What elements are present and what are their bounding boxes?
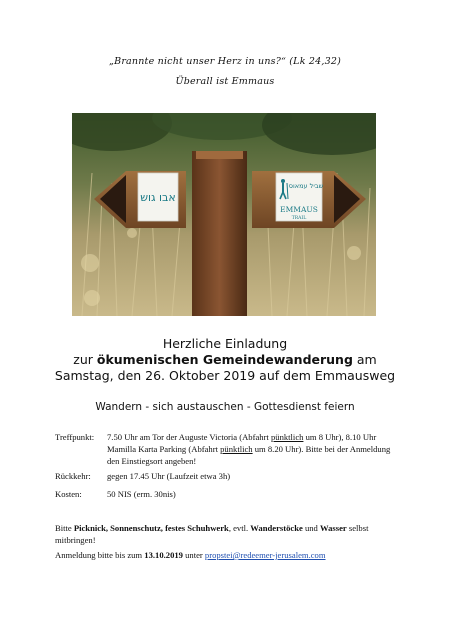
event-tagline: Wandern - sich austauschen - Gottesdienst feiern (95, 401, 355, 413)
quote-subtitle: Überall ist Emmaus (175, 76, 275, 87)
trail-sign-photo (72, 113, 376, 316)
registration-note: Anmeldung bitte bis zum 13.10.2019 unter propstei@redeemer-jerusalem.com (55, 550, 326, 560)
bible-quote: „Brannte nicht unser Herz in uns?“ (Lk 24,32) (109, 56, 341, 67)
invitation-event: zur ökumenischen Gemeindewanderung am (73, 352, 377, 367)
registration-email-link[interactable]: propstei@redeemer-jerusalem.com (204, 550, 326, 560)
cost-label: Kosten: (55, 489, 82, 499)
sign-right-sublabel: TRAIL (291, 216, 307, 221)
cost-value: 50 NIS (erm. 30nis) (107, 489, 176, 499)
return-value: gegen 17.45 Uhr (Laufzeit etwa 3h) (107, 471, 231, 481)
sign-right-hebrew: שביל עמאוס (288, 182, 324, 190)
meeting-point-label: Treffpunkt: (55, 432, 95, 442)
meeting-point-value: 7.50 Uhr am Tor der Auguste Victoria (Abfahrt pünktlich um 8 Uhr), 8.10 Uhr Mamilla Karta Parking (Abfahrt pünktlich um 8.20 Uhr). Bitte bei der Anmeldung den Einstiegsort angeben! (107, 432, 391, 466)
sign-right-label: EMMAUS (280, 205, 318, 214)
invitation-heading: Herzliche Einladung (162, 336, 288, 351)
event-name: ökumenischen Gemeindewanderung (96, 352, 353, 367)
return-label: Rückkehr: (55, 471, 91, 481)
meeting-point-row (55, 431, 400, 467)
return-row (55, 470, 400, 482)
registration-deadline: 13.10.2019 (144, 550, 183, 560)
sign-left-label: אבו גוש (140, 191, 176, 204)
cost-row (55, 488, 400, 500)
invitation-date: Samstag, den 26. Oktober 2019 auf dem Emmausweg (54, 368, 396, 383)
bring-items-note: Bitte Picknick, Sonnenschutz, festes Schuhwerk, evtl. Wanderstöcke und Wasser selbst mitbringen! (55, 523, 369, 545)
